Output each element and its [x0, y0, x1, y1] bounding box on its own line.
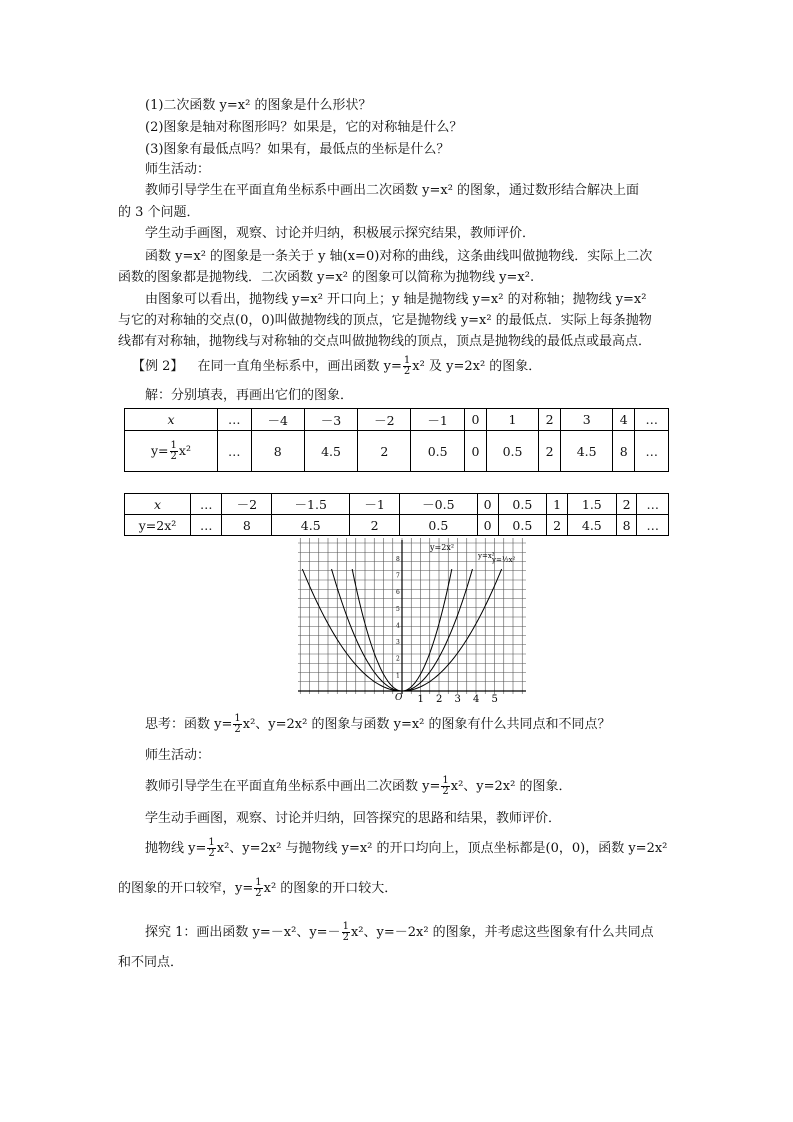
table-cell: …: [635, 409, 669, 431]
y-tick-label: 2: [396, 655, 400, 663]
table-cell: 2: [350, 515, 400, 536]
parabola-graph: [296, 536, 528, 705]
table-cell: 0: [477, 515, 498, 536]
table-header-x: x: [125, 494, 191, 515]
table-cell: 0.5: [400, 515, 478, 536]
table-cell: 2: [538, 431, 560, 472]
table-cell: …: [637, 515, 669, 536]
table-cell: …: [637, 494, 669, 515]
table-cell: 8: [251, 431, 304, 472]
table-cell: －1.5: [272, 494, 350, 515]
value-table-half-x2: [124, 408, 669, 472]
example-heading: [132, 356, 692, 377]
x-tick-label: 4: [473, 694, 480, 705]
activity-paragraph: 学生动手画图，观察、讨论并归纳，积极展示探究结果，教师评价．: [145, 226, 536, 241]
table-cell: 2: [547, 515, 568, 536]
table-cell: …: [191, 515, 222, 536]
table-cell: 8: [222, 515, 272, 536]
table-row-y: [125, 431, 669, 472]
table-cell: 4.5: [304, 431, 357, 472]
y-tick-label: 5: [396, 605, 400, 613]
table-cell: 4.5: [561, 431, 613, 472]
table-row-x: [125, 494, 669, 515]
x-tick-label: 2: [436, 694, 443, 705]
activity-paragraph: 的 3 个问题．: [118, 205, 200, 220]
activity-title: 师生活动：: [145, 162, 211, 177]
x-tick-label: 5: [491, 694, 498, 705]
table-cell: 1: [547, 494, 568, 515]
table-cell: 0.5: [487, 431, 539, 472]
activity-title: 师生活动：: [145, 748, 211, 763]
table-cell: 1.5: [568, 494, 617, 515]
y-tick-label: 4: [396, 622, 400, 630]
table-cell: 4: [613, 409, 635, 431]
example-text-post: x² 及 y=2x² 的图象．: [412, 359, 542, 374]
x-tick-labels: [418, 694, 498, 705]
question-3: (3)图象有最低点吗？如果有，最低点的坐标是什么？: [145, 142, 450, 157]
x-tick-label: 3: [454, 694, 461, 705]
y-tick-label: 3: [396, 639, 400, 647]
table-cell: 4.5: [568, 515, 617, 536]
table-cell: －2: [358, 409, 411, 431]
y-tick-label: 6: [396, 589, 400, 597]
table-cell: 8: [613, 431, 635, 472]
activity-paragraph: 教师引导学生在平面直角坐标系中画出二次函数 y= $\frac{1}{2}$ x²、y=2x² 的图象．: [145, 775, 572, 797]
table-cell: －2: [222, 494, 272, 515]
table-cell: －1: [411, 409, 464, 431]
activity-paragraph: 学生动手画图，观察、讨论并归纳，回答探究的思路和结果，教师评价．: [145, 811, 562, 826]
table-header-y: y=2x²: [125, 515, 191, 536]
table-cell: －0.5: [400, 494, 478, 515]
value-table-2x2: [124, 493, 669, 536]
table-cell: －3: [304, 409, 357, 431]
table-cell: 2: [538, 409, 560, 431]
table-cell: －1: [350, 494, 400, 515]
activity-paragraph: 与它的对称轴的交点(0，0)叫做抛物线的顶点，它是抛物线 y=x² 的最低点．实际上每条抛物: [118, 313, 652, 328]
label-half-x2: y=½x²: [492, 556, 516, 564]
activity-paragraph: 函数 y=x² 的图象是一条关于 y 轴(x=0)对称的曲线，这条曲线叫做抛物线．实际上二次: [145, 249, 653, 264]
label-x2: y=x²: [478, 552, 495, 560]
question-2: (2)图象是轴对称图形吗？如果是，它的对称轴是什么？: [145, 120, 463, 135]
table-header-x: x: [125, 409, 218, 431]
y-tick-label: 8: [396, 555, 400, 563]
fraction-half: $\frac{1}{2}$: [403, 355, 411, 377]
activity-paragraph: 线都有对称轴，抛物线与对称轴的交点叫做抛物线的顶点，顶点是抛物线的最低点或最高点．: [118, 334, 652, 349]
table-header-y: y= $\frac{1}{2}$ x²: [125, 431, 218, 472]
table-cell: 0: [464, 409, 486, 431]
table-cell: 3: [561, 409, 613, 431]
table-row-y: [125, 515, 669, 536]
activity-paragraph: 的图象的开口较窄，y= $\frac{1}{2}$ x² 的图象的开口较大．: [118, 877, 398, 899]
table-cell: 1: [487, 409, 539, 431]
table-cell: －4: [251, 409, 304, 431]
x-tick-label: 1: [417, 694, 424, 705]
think-prompt: 思考：函数 y= $\frac{1}{2}$ x²、y=2x² 的图象与函数 y=x² 的图象有什么共同点和不同点？: [145, 713, 611, 735]
table-cell: 0.5: [498, 515, 547, 536]
explore-prompt-cont: 和不同点．: [118, 955, 184, 970]
solution-text: 解：分别填表，再画出它们的图象．: [145, 388, 354, 403]
table-cell: …: [218, 409, 252, 431]
table-cell: …: [191, 494, 222, 515]
activity-paragraph: 函数的图象都是抛物线．二次函数 y=x² 的图象可以简称为抛物线 y=x².: [118, 270, 535, 285]
y-tick-labels: [396, 556, 400, 680]
activity-paragraph: 教师引导学生在平面直角坐标系中画出二次函数 y=x² 的图象，通过数形结合解决上面: [145, 183, 640, 198]
label-2x2: y=2x²: [430, 543, 455, 552]
table-cell: 4.5: [272, 515, 350, 536]
table-cell: …: [218, 431, 252, 472]
activity-paragraph: 由图象可以看出，抛物线 y=x² 开口向上；y 轴是抛物线 y=x² 的对称轴；抛物线 y=x²: [145, 292, 647, 307]
y-tick-label: 1: [396, 672, 400, 680]
table-cell: 8: [616, 515, 637, 536]
table-cell: 0.5: [498, 494, 547, 515]
activity-paragraph: 抛物线 y= $\frac{1}{2}$ x²、y=2x² 与抛物线 y=x² 的开口均向上，顶点坐标都是(0，0)，函数 y=2x²: [145, 837, 668, 859]
table-cell: 0: [477, 494, 498, 515]
y-tick-label: 7: [396, 572, 400, 580]
question-1: (1)二次函数 y=x² 的图象是什么形状？: [145, 98, 372, 113]
table-cell: …: [635, 431, 669, 472]
table-cell: 0: [464, 431, 486, 472]
table-cell: 0.5: [411, 431, 464, 472]
table-cell: 2: [358, 431, 411, 472]
origin-label: O: [395, 693, 403, 703]
example-text-pre: 在同一直角坐标系中，画出函数 y=: [197, 359, 402, 374]
table-cell: 2: [616, 494, 637, 515]
table-row-x: [125, 409, 669, 431]
example-label: 【例 2】: [132, 359, 184, 374]
explore-prompt: 探究 1：画出函数 y=－x²、y=－ $\frac{1}{2}$ x²、y=－2x² 的图象，并考虑这些图象有什么共同点: [145, 921, 654, 943]
